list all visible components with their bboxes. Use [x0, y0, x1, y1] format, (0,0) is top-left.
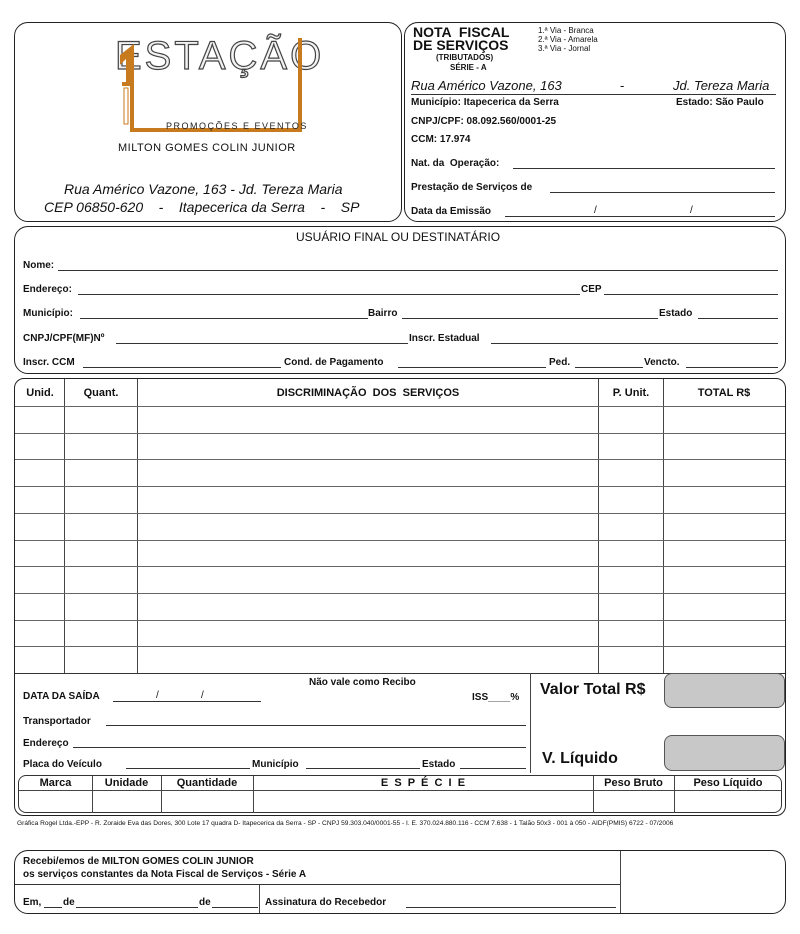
valor-liquido-label: V. Líquido [542, 750, 618, 767]
invoice-title-1: NOTA FISCAL [413, 24, 510, 40]
ped-label: Ped. [549, 357, 571, 368]
endereco-label: Endereço: [23, 284, 72, 295]
transport-municipio-field[interactable] [306, 768, 420, 769]
col-discriminacao: DISCRIMINAÇÃO DOS SERVIÇOS [276, 387, 460, 399]
especie-col-quantidade: Quantidade [176, 777, 238, 789]
transport-municipio-label: Município [252, 759, 299, 770]
transport-estado-label: Estado [422, 759, 456, 770]
invoice-tributados: (TRIBUTADOS) [436, 53, 494, 62]
receipt-day-field[interactable] [44, 907, 62, 908]
receipt-line-2: os serviços constantes da Nota Fiscal de Serviços - Série A [23, 869, 307, 880]
vencto-label: Vencto. [644, 357, 680, 368]
invoice-street: Rua Américo Vazone, 163 [411, 78, 562, 93]
data-emissao-field[interactable] [505, 216, 775, 217]
table-row[interactable] [15, 459, 785, 486]
endereco-field[interactable] [78, 294, 580, 295]
company-address-2: CEP 06850-620 - Itapecerica da Serra - SP [44, 199, 360, 215]
via-1: 1.ª Via - Branca [538, 26, 594, 35]
via-2: 2.ª Via - Amarela [538, 35, 598, 44]
logo-word: ESTAÇÃO [115, 34, 325, 78]
invoice-district: Jd. Tereza Maria [673, 78, 770, 93]
prestacao-label: Prestação de Serviços de [411, 182, 533, 193]
invoice-dash: - [620, 78, 625, 93]
receipt-month-field[interactable] [76, 907, 198, 908]
valor-liquido-field[interactable] [664, 735, 785, 771]
especie-header-line [19, 790, 781, 791]
printer-note: Gráfica Rogel Ltda.-EPP - R. Zoraide Eva das Dores, 300 Lote 17 quadra D- Itapecerica da Serra - SP - CNPJ 59.303.040/0001-55 - I. E. 370.024.880.116 - CCM 7.638 - 1 Talão 50x3 - 001 à 050 - AIDF(PMIS) 6722 - 07/2006 [17, 820, 674, 827]
data-saida-label: DATA DA SAÍDA [23, 691, 100, 702]
table-row[interactable] [15, 406, 785, 433]
inscr-estadual-label: Inscr. Estadual [409, 333, 480, 344]
municipio-field[interactable] [80, 318, 368, 319]
assinatura-label: Assinatura do Recebedor [265, 897, 387, 908]
especie-col-peso-bruto: Peso Bruto [604, 777, 663, 789]
invoice-ccm: CCM: 17.974 [411, 134, 471, 145]
estado-field[interactable] [698, 318, 778, 319]
invoice-cnpj: CNPJ/CPF: 08.092.560/0001-25 [411, 116, 557, 127]
data-emissao-slash-2: / [690, 205, 693, 216]
invoice-title-2: DE SERVIÇOS [413, 37, 509, 53]
invoice-street-line [411, 94, 776, 95]
cep-label: CEP [581, 284, 602, 295]
inscr-estadual-field[interactable] [491, 343, 778, 344]
data-saida-slash-1: / [156, 690, 159, 701]
totals-divider [530, 673, 531, 773]
valor-total-label: Valor Total R$ [540, 681, 646, 698]
table-row[interactable] [15, 486, 785, 513]
receipt-de-label-1: de [63, 897, 75, 908]
data-saida-slash-2: / [201, 690, 204, 701]
invoice-serie: SÉRIE - A [450, 63, 487, 72]
receipt-sig-divider [259, 885, 260, 913]
col-punit: P. Unit. [612, 387, 650, 399]
company-owner: MILTON GOMES COLIN JUNIOR [118, 142, 296, 154]
col-total: TOTAL R$ [697, 387, 751, 399]
cond-pagamento-label: Cond. de Pagamento [284, 357, 384, 368]
bairro-field[interactable] [402, 318, 658, 319]
municipio-label: Município: [23, 308, 73, 319]
transport-endereco-label: Endereço [23, 738, 69, 749]
table-row[interactable] [15, 540, 785, 567]
cnpj-field[interactable] [116, 343, 408, 344]
invoice-estado: Estado: São Paulo [676, 97, 764, 108]
inscr-ccm-label: Inscr. CCM [23, 357, 75, 368]
data-saida-field[interactable] [113, 701, 261, 702]
table-row[interactable] [15, 593, 785, 620]
especie-col-unidade: Unidade [104, 777, 149, 789]
table-row[interactable] [15, 620, 785, 647]
transport-estado-field[interactable] [460, 768, 526, 769]
data-emissao-label: Data da Emissão [411, 206, 492, 217]
ped-field[interactable] [575, 367, 643, 368]
table-row[interactable] [15, 566, 785, 593]
cond-pagamento-field[interactable] [398, 367, 546, 368]
nat-operacao-field[interactable] [513, 168, 775, 169]
inscr-ccm-field[interactable] [83, 367, 281, 368]
iss-label: ISS____% [472, 692, 520, 703]
transportador-field[interactable] [106, 725, 526, 726]
receipt-line-1: Recebi/emos de MILTON GOMES COLIN JUNIOR [23, 856, 254, 867]
assinatura-field[interactable] [406, 907, 616, 908]
valor-total-field[interactable] [664, 673, 785, 708]
table-row[interactable] [15, 646, 785, 673]
transportador-label: Transportador [23, 716, 91, 727]
table-row[interactable] [15, 433, 785, 460]
nome-label: Nome: [23, 260, 55, 271]
receipt-de-label-2: de [199, 897, 211, 908]
data-emissao-slash-1: / [594, 205, 597, 216]
recipient-box [14, 226, 786, 374]
recipient-title: USUÁRIO FINAL OU DESTINATÁRIO [296, 230, 501, 244]
especie-col-especie: E S P É C I E [380, 777, 466, 789]
prestacao-field[interactable] [550, 192, 775, 193]
vencto-field[interactable] [686, 367, 778, 368]
nao-vale-label: Não vale como Recibo [309, 677, 416, 688]
company-address-1: Rua Américo Vazone, 163 - Jd. Tereza Maria [64, 181, 343, 197]
especie-col-marca: Marca [39, 777, 72, 789]
bairro-label: Bairro [368, 308, 398, 319]
especie-col-peso-liquido: Peso Líquido [693, 777, 763, 789]
logo-tagline: PROMOÇÕES E EVENTOS [166, 121, 308, 131]
cep-field[interactable] [604, 294, 778, 295]
col-quant: Quant. [83, 387, 119, 399]
receipt-separator [15, 884, 620, 885]
transport-endereco-field[interactable] [73, 747, 526, 748]
invoice-municipio: Município: Itapecerica da Serra [411, 97, 559, 108]
receipt-divider [620, 851, 621, 913]
placa-field[interactable] [126, 768, 250, 769]
estado-label: Estado [659, 308, 693, 319]
via-3: 3.ª Via - Jornal [538, 44, 591, 53]
nat-operacao-label: Nat. da Operação: [411, 158, 500, 169]
placa-label: Placa do Veículo [23, 759, 102, 770]
receipt-em-label: Em, [23, 897, 42, 908]
table-row[interactable] [15, 513, 785, 540]
nome-field[interactable] [58, 270, 778, 271]
cnpj-label: CNPJ/CPF(MF)Nº [23, 333, 105, 344]
receipt-year-field[interactable] [212, 907, 258, 908]
col-unid: Unid. [26, 387, 54, 399]
